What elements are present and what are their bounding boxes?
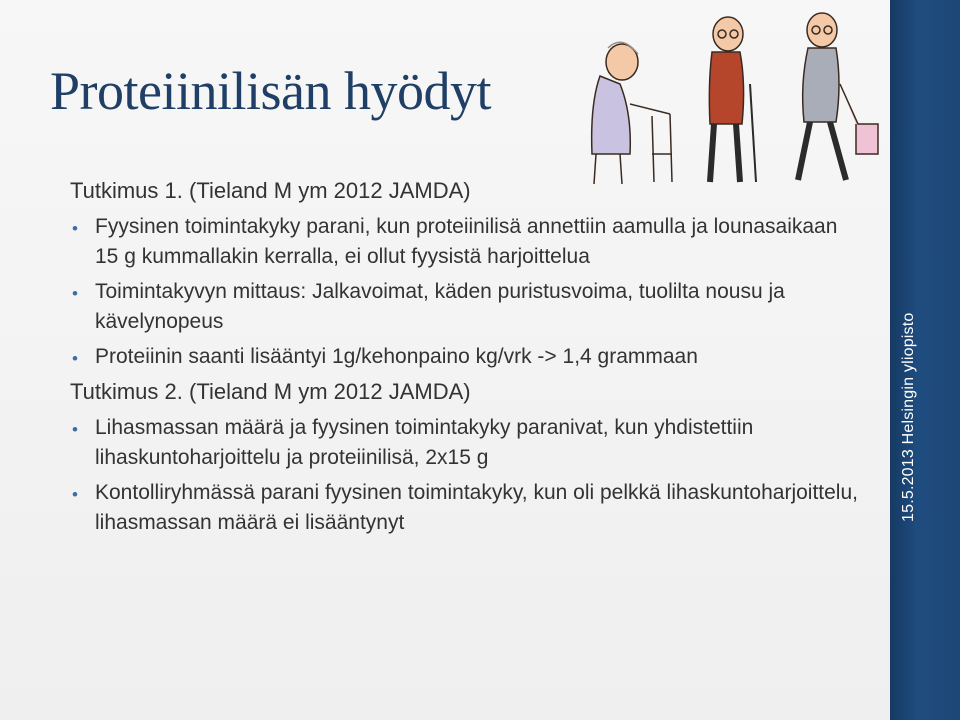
bullet-icon: • [72, 420, 78, 439]
bullet-text: Proteiinin saanti lisääntyi 1g/kehonpaino kg/vrk -> 1,4 grammaan [95, 345, 698, 368]
slide-title: Proteiinilisän hyödyt [50, 61, 491, 121]
elderly-people-cartoon-icon [560, 4, 890, 194]
slide-content [70, 176, 860, 543]
list-item [70, 342, 860, 372]
list-item [70, 478, 860, 538]
bullet-icon: • [72, 284, 78, 303]
bullet-icon: • [72, 349, 78, 368]
bullet-icon: • [72, 485, 78, 504]
bullet-icon: • [72, 219, 78, 238]
sidebar-date-text: 15.5.2013 Helsingin yliopisto [900, 312, 917, 522]
list-item [70, 413, 860, 473]
list-item [70, 212, 860, 272]
study-2-heading: Tutkimus 2. (Tieland M ym 2012 JAMDA) [70, 379, 471, 404]
bullet-text: Lihasmassan määrä ja fyysinen toimintakyky paranivat, kun yhdistettiin lihaskuntoharjoittelu ja proteiinilisä, 2x15 g [95, 416, 754, 469]
bullet-text: Fyysinen toimintakyky parani, kun proteiinilisä annettiin aamulla ja lounasaikaan 15 g kummallakin kerralla, ei ollut fyysistä harjoittelua [95, 215, 838, 268]
list-item [70, 277, 860, 337]
bullet-text: Toimintakyvyn mittaus: Jalkavoimat, käden puristusvoima, tuolilta nousu ja kävelynopeus [95, 280, 785, 333]
bullet-text: Kontolliryhmässä parani fyysinen toimintakyky, kun oli pelkkä lihaskuntoharjoittelu, lihasmassan määrä ei lisääntynyt [95, 481, 858, 534]
study-1-heading: Tutkimus 1. (Tieland M ym 2012 JAMDA) [70, 178, 471, 203]
